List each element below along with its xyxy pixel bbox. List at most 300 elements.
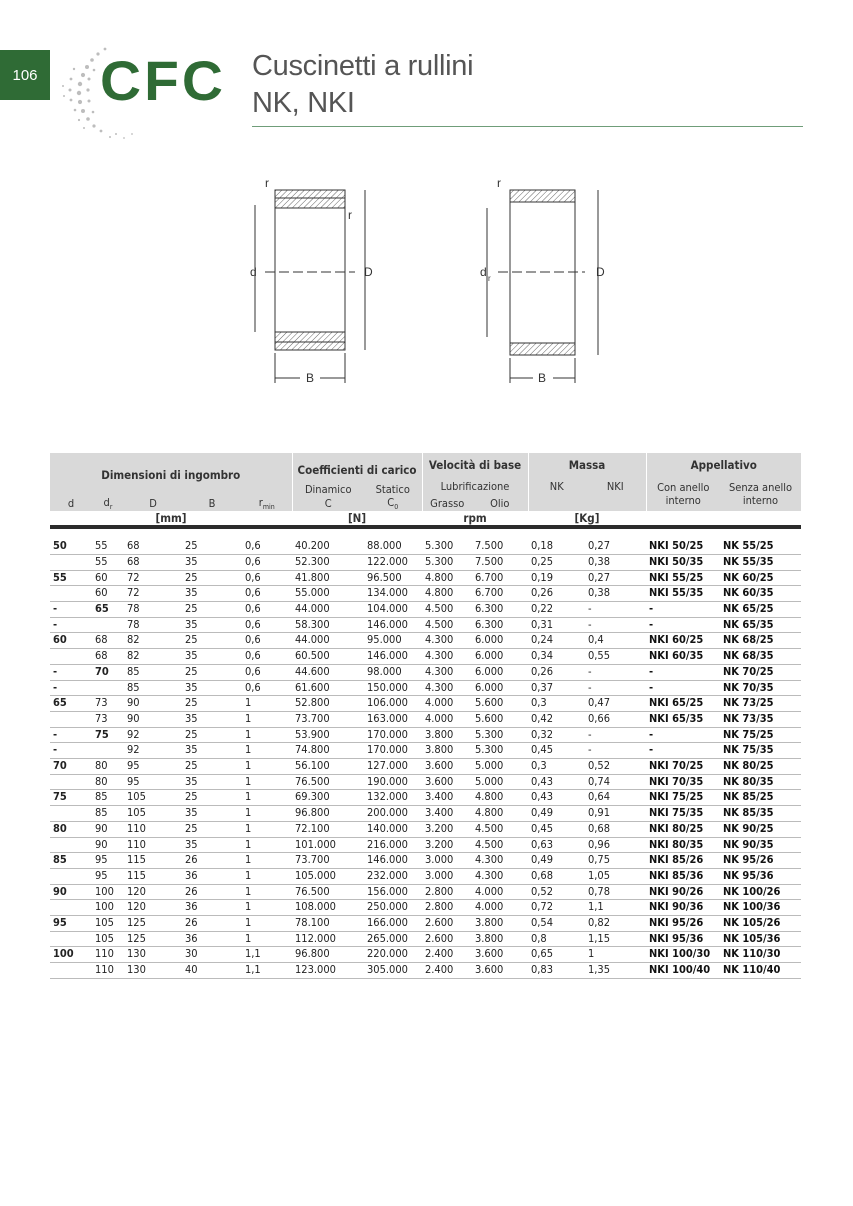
- table-cell: 1,15: [585, 931, 646, 947]
- table-cell: NK 70/25: [720, 664, 801, 680]
- table-cell: 0,6: [242, 649, 292, 665]
- table-row: [50, 790, 801, 806]
- table-cell: 95.000: [364, 633, 422, 649]
- header-C: C: [292, 496, 364, 511]
- table-cell: 0,45: [528, 743, 585, 759]
- table-cell: 7.500: [472, 539, 528, 554]
- table-cell: 123.000: [292, 963, 364, 979]
- table-cell: 0,6: [242, 617, 292, 633]
- table-cell: 0,91: [585, 806, 646, 822]
- table-row: [50, 868, 801, 884]
- unit-rpm: rpm: [422, 511, 528, 525]
- table-cell: -: [50, 680, 92, 696]
- table-cell: 78: [124, 602, 182, 618]
- table-cell: NKI 50/25: [646, 539, 720, 554]
- table-cell: 60: [92, 570, 124, 586]
- table-cell: 82: [124, 633, 182, 649]
- table-cell: [50, 774, 92, 790]
- table-cell: 1: [242, 837, 292, 853]
- table-cell: 132.000: [364, 790, 422, 806]
- table-cell: 305.000: [364, 963, 422, 979]
- table-cell: 36: [182, 931, 242, 947]
- label-D-right: D: [596, 265, 605, 279]
- table-cell: 95: [50, 916, 92, 932]
- table-cell: 40.200: [292, 539, 364, 554]
- table-cell: 100: [92, 884, 124, 900]
- table-cell: 0,6: [242, 586, 292, 602]
- table-cell: 6.000: [472, 649, 528, 665]
- table-cell: 0,42: [528, 711, 585, 727]
- table-cell: 0,68: [585, 821, 646, 837]
- table-cell: 90: [92, 837, 124, 853]
- table-cell: 72.100: [292, 821, 364, 837]
- title-line-1: Cuscinetti a rullini: [252, 50, 474, 82]
- table-cell: 120: [124, 884, 182, 900]
- unit-mm: [mm]: [50, 511, 292, 525]
- table-cell: 53.900: [292, 727, 364, 743]
- table-cell: NK 95/36: [720, 868, 801, 884]
- table-cell: [50, 837, 92, 853]
- table-cell: [50, 868, 92, 884]
- table-cell: 0,3: [528, 759, 585, 775]
- table-cell: 7.500: [472, 554, 528, 570]
- table-cell: NKI 60/25: [646, 633, 720, 649]
- table-cell: 5.600: [472, 711, 528, 727]
- table-cell: 106.000: [364, 696, 422, 712]
- table-cell: 122.000: [364, 554, 422, 570]
- table-cell: 69.300: [292, 790, 364, 806]
- table-cell: 105: [92, 916, 124, 932]
- table-cell: NKI 55/25: [646, 570, 720, 586]
- table-cell: 4.800: [472, 806, 528, 822]
- table-cell: 130: [124, 947, 182, 963]
- table-cell: 220.000: [364, 947, 422, 963]
- table-cell: 0,27: [585, 570, 646, 586]
- table-cell: -: [50, 743, 92, 759]
- table-cell: NK 60/35: [720, 586, 801, 602]
- table-cell: 105: [124, 806, 182, 822]
- bearing-data-table: [50, 453, 801, 979]
- table-cell: 44.600: [292, 664, 364, 680]
- table-cell: 35: [182, 743, 242, 759]
- label-dr-sub: r: [488, 274, 491, 283]
- table-cell: 44.000: [292, 602, 364, 618]
- table-cell: -: [585, 743, 646, 759]
- table-row: [50, 743, 801, 759]
- table-cell: 105: [124, 790, 182, 806]
- table-cell: 0,37: [528, 680, 585, 696]
- table-row: [50, 664, 801, 680]
- table-cell: NK 90/25: [720, 821, 801, 837]
- table-cell: -: [50, 664, 92, 680]
- header-mass: Massa: [528, 453, 646, 477]
- table-cell: 1: [242, 743, 292, 759]
- table-cell: NKI 80/35: [646, 837, 720, 853]
- header-D: D: [124, 496, 182, 511]
- table-cell: NK 80/35: [720, 774, 801, 790]
- table-cell: 25: [182, 696, 242, 712]
- table-cell: 4.000: [422, 711, 472, 727]
- table-cell: 130: [124, 963, 182, 979]
- table-cell: 0,74: [585, 774, 646, 790]
- table-row: [50, 963, 801, 979]
- table-row: [50, 554, 801, 570]
- table-cell: 65: [50, 696, 92, 712]
- table-cell: 0,75: [585, 853, 646, 869]
- table-cell: 100: [92, 900, 124, 916]
- table-cell: 95: [124, 759, 182, 775]
- table-cell: [50, 931, 92, 947]
- table-cell: 1: [242, 790, 292, 806]
- label-r-inner-left: r: [348, 208, 352, 222]
- table-cell: 5.000: [472, 759, 528, 775]
- table-cell: 125: [124, 916, 182, 932]
- table-cell: NKI 65/25: [646, 696, 720, 712]
- table-cell: 146.000: [364, 649, 422, 665]
- table-cell: [92, 743, 124, 759]
- table-cell: NK 68/25: [720, 633, 801, 649]
- table-cell: 156.000: [364, 884, 422, 900]
- brand-text: CFC: [100, 49, 226, 112]
- table-cell: 4.300: [472, 868, 528, 884]
- table-cell: 78: [124, 617, 182, 633]
- unit-n: [N]: [292, 511, 422, 525]
- table-cell: 3.600: [472, 963, 528, 979]
- nk-section-drawing: [487, 190, 598, 383]
- table-cell: 55: [92, 539, 124, 554]
- table-cell: 5.600: [472, 696, 528, 712]
- table-cell: 60.500: [292, 649, 364, 665]
- table-cell: 73.700: [292, 711, 364, 727]
- table-cell: NKI 55/35: [646, 586, 720, 602]
- table-cell: 56.100: [292, 759, 364, 775]
- table-cell: 96.800: [292, 947, 364, 963]
- table-cell: 4.500: [422, 617, 472, 633]
- table-cell: 3.200: [422, 821, 472, 837]
- header-dr: $d_r$: [92, 496, 124, 511]
- table-cell: 115: [124, 868, 182, 884]
- table-cell: 25: [182, 570, 242, 586]
- table-cell: 50: [50, 539, 92, 554]
- table-cell: 0,38: [585, 586, 646, 602]
- table-cell: 35: [182, 711, 242, 727]
- table-cell: -: [585, 602, 646, 618]
- table-cell: 0,72: [528, 900, 585, 916]
- table-cell: NK 68/35: [720, 649, 801, 665]
- table-row: [50, 806, 801, 822]
- table-cell: 5.000: [472, 774, 528, 790]
- table-cell: NK 73/25: [720, 696, 801, 712]
- table-row: [50, 884, 801, 900]
- table-cell: 68: [124, 554, 182, 570]
- table-cell: 0,4: [585, 633, 646, 649]
- table-cell: NKI 100/40: [646, 963, 720, 979]
- table-cell: 216.000: [364, 837, 422, 853]
- table-cell: 60: [50, 633, 92, 649]
- table-cell: 0,6: [242, 680, 292, 696]
- table-cell: 6.000: [472, 633, 528, 649]
- label-B-left: B: [306, 371, 315, 385]
- table-cell: 0,25: [528, 554, 585, 570]
- table-cell: 96.800: [292, 806, 364, 822]
- table-cell: 95: [92, 853, 124, 869]
- table-cell: NK 80/25: [720, 759, 801, 775]
- table-cell: 163.000: [364, 711, 422, 727]
- table-cell: -: [585, 680, 646, 696]
- table-cell: 74.800: [292, 743, 364, 759]
- table-cell: 0,47: [585, 696, 646, 712]
- table-cell: 80: [92, 774, 124, 790]
- table-cell: 3.600: [422, 759, 472, 775]
- table-cell: 3.800: [422, 727, 472, 743]
- table-cell: 0,26: [528, 586, 585, 602]
- table-cell: 26: [182, 916, 242, 932]
- table-cell: 3.000: [422, 868, 472, 884]
- header-C0: $C_0$: [364, 496, 422, 511]
- table-row: [50, 696, 801, 712]
- table-cell: NK 70/35: [720, 680, 801, 696]
- table-cell: 0,27: [585, 539, 646, 554]
- table-cell: 0,43: [528, 790, 585, 806]
- table-cell: -: [50, 602, 92, 618]
- table-cell: 92: [124, 743, 182, 759]
- table-cell: 25: [182, 821, 242, 837]
- table-cell: 115: [124, 853, 182, 869]
- table-cell: 4.300: [472, 853, 528, 869]
- table-cell: -: [646, 602, 720, 618]
- table-cell: 35: [182, 837, 242, 853]
- table-cell: NK 110/40: [720, 963, 801, 979]
- table-cell: 4.500: [472, 821, 528, 837]
- table-cell: 35: [182, 806, 242, 822]
- table-cell: -: [646, 743, 720, 759]
- table-cell: 4.800: [472, 790, 528, 806]
- table-cell: -: [646, 727, 720, 743]
- table-cell: 6.700: [472, 570, 528, 586]
- table-row: [50, 900, 801, 916]
- table-cell: 0,43: [528, 774, 585, 790]
- table-cell: 5.300: [472, 743, 528, 759]
- header-mass-nki: NKI: [585, 477, 646, 496]
- table-cell: NKI 95/26: [646, 916, 720, 932]
- table-cell: 110: [124, 821, 182, 837]
- table-cell: 0,49: [528, 853, 585, 869]
- table-row: [50, 539, 801, 554]
- table-cell: 98.000: [364, 664, 422, 680]
- table-cell: -: [646, 617, 720, 633]
- header-r: $r_{min}$: [242, 496, 292, 511]
- table-cell: 85: [124, 680, 182, 696]
- table-cell: 3.400: [422, 790, 472, 806]
- title-divider: [252, 126, 803, 127]
- table-cell: 200.000: [364, 806, 422, 822]
- table-cell: NKI 80/25: [646, 821, 720, 837]
- table-cell: 0,32: [528, 727, 585, 743]
- page-number: 106: [12, 66, 38, 84]
- table-cell: 1: [242, 806, 292, 822]
- table-cell: 30: [182, 947, 242, 963]
- table-cell: 0,3: [528, 696, 585, 712]
- table-cell: 3.400: [422, 806, 472, 822]
- table-cell: 3.800: [472, 916, 528, 932]
- table-cell: 68: [124, 539, 182, 554]
- table-cell: 0,66: [585, 711, 646, 727]
- table-cell: 120: [124, 900, 182, 916]
- table-cell: 265.000: [364, 931, 422, 947]
- table-cell: 95: [92, 868, 124, 884]
- table-cell: 65: [92, 602, 124, 618]
- table-cell: 3.600: [472, 947, 528, 963]
- table-cell: 61.600: [292, 680, 364, 696]
- table-cell: 25: [182, 602, 242, 618]
- table-cell: 85: [92, 790, 124, 806]
- table-cell: 90: [124, 696, 182, 712]
- table-row: [50, 821, 801, 837]
- header-con-anello: Con anello interno: [646, 477, 720, 511]
- table-cell: NKI 100/30: [646, 947, 720, 963]
- table-cell: -: [585, 727, 646, 743]
- table-cell: 35: [182, 680, 242, 696]
- table-cell: 52.800: [292, 696, 364, 712]
- page-number-tab: [0, 50, 50, 100]
- table-cell: NKI 90/26: [646, 884, 720, 900]
- header-designation: Appellativo: [646, 453, 801, 477]
- table-cell: 25: [182, 633, 242, 649]
- table-cell: [50, 711, 92, 727]
- table-cell: 0,31: [528, 617, 585, 633]
- table-cell: 76.500: [292, 774, 364, 790]
- table-cell: 0,6: [242, 554, 292, 570]
- header-lubrificazione: Lubrificazione: [422, 477, 528, 496]
- table-cell: 2.800: [422, 900, 472, 916]
- table-cell: NK 60/25: [720, 570, 801, 586]
- table-cell: 1: [242, 696, 292, 712]
- table-cell: 0,64: [585, 790, 646, 806]
- table-cell: 35: [182, 649, 242, 665]
- table-cell: 1: [242, 884, 292, 900]
- table-cell: 72: [124, 586, 182, 602]
- table-cell: 1: [242, 711, 292, 727]
- table-cell: 0,65: [528, 947, 585, 963]
- table-cell: 3.000: [422, 853, 472, 869]
- table-cell: 73: [92, 711, 124, 727]
- table-cell: NK 85/25: [720, 790, 801, 806]
- unit-kg: [Kg]: [528, 511, 646, 525]
- table-cell: 0,78: [585, 884, 646, 900]
- table-cell: 68: [92, 649, 124, 665]
- table-cell: 110: [124, 837, 182, 853]
- table-cell: 75: [50, 790, 92, 806]
- table-cell: 58.300: [292, 617, 364, 633]
- table-cell: NK 100/26: [720, 884, 801, 900]
- table-cell: 25: [182, 759, 242, 775]
- table-cell: 0,82: [585, 916, 646, 932]
- table-cell: 90: [124, 711, 182, 727]
- table-row: [50, 586, 801, 602]
- table-cell: 55: [50, 570, 92, 586]
- table-cell: 4.300: [422, 649, 472, 665]
- table-cell: 1: [242, 931, 292, 947]
- table-cell: 105: [92, 931, 124, 947]
- label-B-right: B: [538, 371, 547, 385]
- table-cell: 72: [124, 570, 182, 586]
- table-cell: 75: [92, 727, 124, 743]
- table-cell: -: [646, 664, 720, 680]
- table-cell: 95: [124, 774, 182, 790]
- page-title: [252, 48, 473, 122]
- table-cell: 4.300: [422, 664, 472, 680]
- table-cell: 85: [50, 853, 92, 869]
- table-cell: NKI 60/35: [646, 649, 720, 665]
- table-cell: -: [585, 664, 646, 680]
- header-speed: Velocità di base: [422, 453, 528, 477]
- table-cell: NKI 90/36: [646, 900, 720, 916]
- table-cell: 1: [242, 853, 292, 869]
- table-cell: 35: [182, 774, 242, 790]
- table-cell: NKI 65/35: [646, 711, 720, 727]
- table-cell: NK 75/25: [720, 727, 801, 743]
- table-cell: 52.300: [292, 554, 364, 570]
- table-cell: 70: [50, 759, 92, 775]
- table-cell: -: [50, 727, 92, 743]
- table-cell: 2.400: [422, 947, 472, 963]
- table-cell: 70: [92, 664, 124, 680]
- table-cell: 90: [50, 884, 92, 900]
- table-cell: NK 75/35: [720, 743, 801, 759]
- label-r-top-right: r: [497, 176, 501, 190]
- table-cell: 35: [182, 617, 242, 633]
- table-cell: 112.000: [292, 931, 364, 947]
- table-cell: 55: [92, 554, 124, 570]
- header-d: d: [50, 496, 92, 511]
- header-B: B: [182, 496, 242, 511]
- table-row: [50, 649, 801, 665]
- table-cell: 2.600: [422, 931, 472, 947]
- table-cell: 5.300: [422, 554, 472, 570]
- table-cell: 68: [92, 633, 124, 649]
- table-cell: [50, 963, 92, 979]
- table-row: [50, 680, 801, 696]
- table-row: [50, 633, 801, 649]
- table-cell: [50, 554, 92, 570]
- table-cell: 6.700: [472, 586, 528, 602]
- table-cell: NK 55/35: [720, 554, 801, 570]
- table-cell: 80: [92, 759, 124, 775]
- table-cell: 0,54: [528, 916, 585, 932]
- table-cell: 3.600: [422, 774, 472, 790]
- table-cell: 73.700: [292, 853, 364, 869]
- table-cell: 85: [124, 664, 182, 680]
- table-cell: 250.000: [364, 900, 422, 916]
- table-cell: 80: [50, 821, 92, 837]
- table-cell: 1,1: [242, 963, 292, 979]
- table-cell: 4.500: [472, 837, 528, 853]
- table-cell: 6.000: [472, 680, 528, 696]
- header-statico: Statico: [364, 477, 422, 496]
- table-cell: 0,6: [242, 570, 292, 586]
- table-cell: 2.400: [422, 963, 472, 979]
- table-cell: [50, 900, 92, 916]
- table-cell: 35: [182, 554, 242, 570]
- table-cell: NK 55/25: [720, 539, 801, 554]
- table-cell: 6.300: [472, 602, 528, 618]
- table-cell: 1: [242, 759, 292, 775]
- table-cell: NKI 50/35: [646, 554, 720, 570]
- label-D-left: D: [364, 265, 373, 279]
- header-olio: Olio: [472, 496, 528, 511]
- table-cell: 26: [182, 853, 242, 869]
- header-mass-nk: NK: [528, 477, 585, 496]
